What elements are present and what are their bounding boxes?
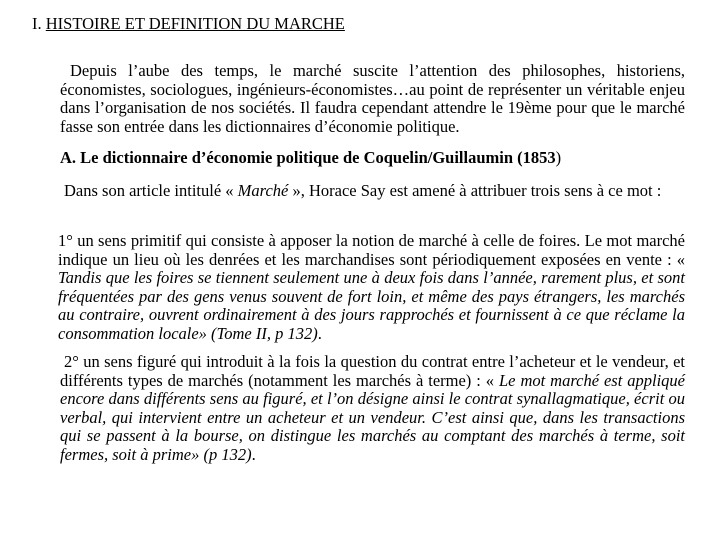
sense-two-text: 2° un sens figuré qui introduit à la fois la question du contrat entre l’acheteur et le vendeur, et différents types de marchés (notamment les marchés à terme) : « [60,352,685,390]
intro-paragraph: Depuis l’aube des temps, le marché suscite l’attention des philosophes, historiens, économistes, sociologues, ingénieurs-économistes…au point de représenter un véritable enjeu dans l’organisation de nos sociétés. Il faudra cependant attendre le 19ème pour que le marché fasse son entrée dans les dictionnaires d’économie politique. [60,61,685,136]
section-heading [32,14,345,34]
article-intro-word: Marché [237,181,289,200]
article-intro-after: », Horace Say est amené à attribuer trois sens à ce mot : [288,181,662,200]
sense-one-text: 1° un sens primitif qui consiste à apposer la notion de marché à celle de foires. Le mot marché indique un lieu où les denrées et les marchandises sont périodiquement exposées en vente : « [58,231,685,269]
sense-two-paragraph [60,353,685,464]
subsection-title [60,148,561,168]
sense-one-quote: Tandis que les foires se tiennent seulement une à deux fois dans l’année, rarement plus, et sont fréquentées par des gens venus souvent de fort loin, et même des pays étrangers, les marchés au contraire, ouvrent ordinairement à des jours rapprochés et fournissent à ce que réclame la consommation locale» (Tome II, p 132) [58,268,685,343]
sense-two-quote: Le mot marché est appliqué encore dans différents sens au figuré, et l’on désigne ainsi le contrat synallagmatique, écrit ou verbal, qui intervient entre un acheteur et un vendeur. C’est ainsi que, dans les transactions qui se passent à la bourse, on distingue les marchés au comptant des marchés à terme, soit fermes, soit à prime» (p 132) [60,370,685,464]
article-intro-paragraph [60,182,678,201]
sense-one-paragraph [58,232,685,343]
article-intro-before: Dans son article intitulé « [64,181,238,200]
heading-prefix: I. [32,14,46,33]
sense-one-end: . [317,323,322,343]
sense-two-end: . [251,444,256,464]
subsection-title-text: A. Le dictionnaire d’économie politique de Coquelin/Guillaumin (1853 [60,148,556,167]
subsection-title-end: ) [555,148,562,167]
heading-title: HISTOIRE ET DEFINITION DU MARCHE [45,14,345,33]
